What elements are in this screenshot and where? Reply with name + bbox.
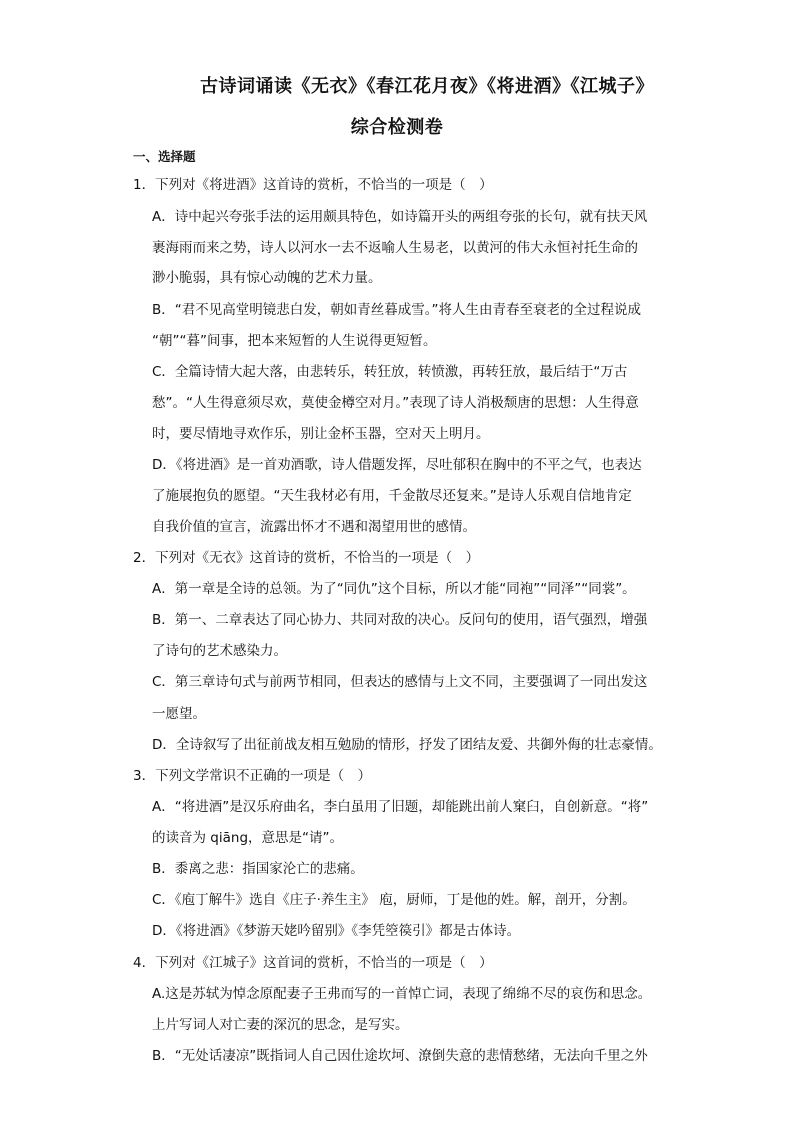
document-title: 古诗词诵读《无衣》《春江花月夜》《将进酒》《江城子》 bbox=[200, 76, 654, 97]
q3-option-d-line-1: D．《将进酒》《梦游天姥吟留别》《李凭箜篌引》都是古体诗。 bbox=[152, 923, 521, 939]
q1-option-c-line-1: C．全篇诗情大起大落，由悲转乐，转狂放，转愤激，再转狂放，最后结于“万古 bbox=[152, 364, 628, 380]
q1-option-a-line-1: A．诗中起兴夸张手法的运用颇具特色，如诗篇开头的两组夸张的长句，就有扶天风 bbox=[152, 209, 648, 225]
q1-option-c-line-2: 愁”。“人生得意须尽欢，莫使金樽空对月。”表现了诗人消极颓唐的思想：人生得意 bbox=[152, 395, 639, 411]
question-3-stem: 3．下列文学常识不正确的一项是（ ） bbox=[133, 768, 372, 784]
q2-option-c-line-1: C．第三章诗句式与前两节相同，但表达的感情与上文不同，主要强调了一同出发这 bbox=[152, 674, 648, 690]
q3-option-c-line-1: C．《庖丁解牛》选自《庄子·养生主》 庖，厨师，丁是他的姓。解，剖开，分割。 bbox=[152, 892, 636, 908]
q1-option-b-line-2: “朝”“暮”间事，把本来短暂的人生说得更短暂。 bbox=[152, 333, 437, 349]
question-1-stem: 1．下列对《将进酒》这首诗的赏析，不恰当的一项是（ ） bbox=[133, 177, 493, 193]
q3-option-a-line-1: A．“将进酒”是汉乐府曲名，李白虽用了旧题，却能跳出前人窠臼，自创新意。“将” bbox=[152, 799, 649, 815]
q1-option-b-line-1: B．“君不见高堂明镜悲白发，朝如青丝暮成雪。”将人生由青春至衰老的全过程说成 bbox=[152, 302, 641, 318]
q1-option-a-line-3: 渺小脆弱，具有惊心动魄的艺术力量。 bbox=[152, 270, 382, 286]
q4-option-b-line-1: B．“无处话凄凉”既指词人自己因仕途坎坷、潦倒失意的悲情愁绪，无法向千里之外 bbox=[152, 1048, 648, 1064]
document-subtitle: 综合检测卷 bbox=[350, 117, 444, 138]
q4-option-a-line-2: 上片写词人对亡妻的深沉的思念，是写实。 bbox=[152, 1017, 409, 1033]
q1-option-d-line-1: D．《将进酒》是一首劝酒歌，诗人借题发挥，尽吐郁积在胸中的不平之气，也表达 bbox=[152, 457, 642, 473]
question-2-stem: 2．下列对《无衣》这首诗的赏析，不恰当的一项是（ ） bbox=[133, 550, 480, 566]
q1-option-d-line-3: 自我价值的宣言，流露出怀才不遇和渴望用世的感情。 bbox=[152, 519, 476, 535]
q1-option-c-line-3: 时，要尽情地寻欢作乐，别让金杯玉器，空对天上明月。 bbox=[152, 426, 490, 442]
q2-option-d-line-1: D．全诗叙写了出征前战友相互勉励的情形，抒发了团结友爱、共御外侮的壮志豪情。 bbox=[152, 737, 662, 753]
q2-option-a-line-1: A．第一章是全诗的总领。为了“同仇”这个目标，所以才能“同袍”“同泽”“同裳”。 bbox=[152, 581, 636, 597]
section-heading: 一、选择题 bbox=[133, 149, 196, 164]
q2-option-c-line-2: 一愿望。 bbox=[152, 706, 206, 722]
question-4-stem: 4．下列对《江城子》这首词的赏析，不恰当的一项是（ ） bbox=[133, 955, 493, 971]
q4-option-a-line-1: A.这是苏轼为悼念原配妻子王弗而写的一首悼亡词，表现了绵绵不尽的哀伤和思念。 bbox=[152, 986, 652, 1002]
q3-option-a-line-2: 的读音为 qiāng，意思是“请”。 bbox=[152, 830, 343, 846]
q3-option-b-line-1: B．黍离之悲：指国家沦亡的悲痛。 bbox=[152, 861, 364, 877]
q2-option-b-line-2: 了诗句的艺术感染力。 bbox=[152, 643, 287, 659]
q2-option-b-line-1: B．第一、二章表达了同心协力、共同对敌的决心。反问句的使用，语气强烈，增强 bbox=[152, 612, 648, 628]
q1-option-d-line-2: 了施展抱负的愿望。“天生我材必有用，千金散尽还复来。”是诗人乐观自信地肯定 bbox=[152, 488, 632, 504]
q1-option-a-line-2: 裹海雨而来之势，诗人以河水一去不返喻人生易老，以黄河的伟大永恒衬托生命的 bbox=[152, 240, 638, 256]
